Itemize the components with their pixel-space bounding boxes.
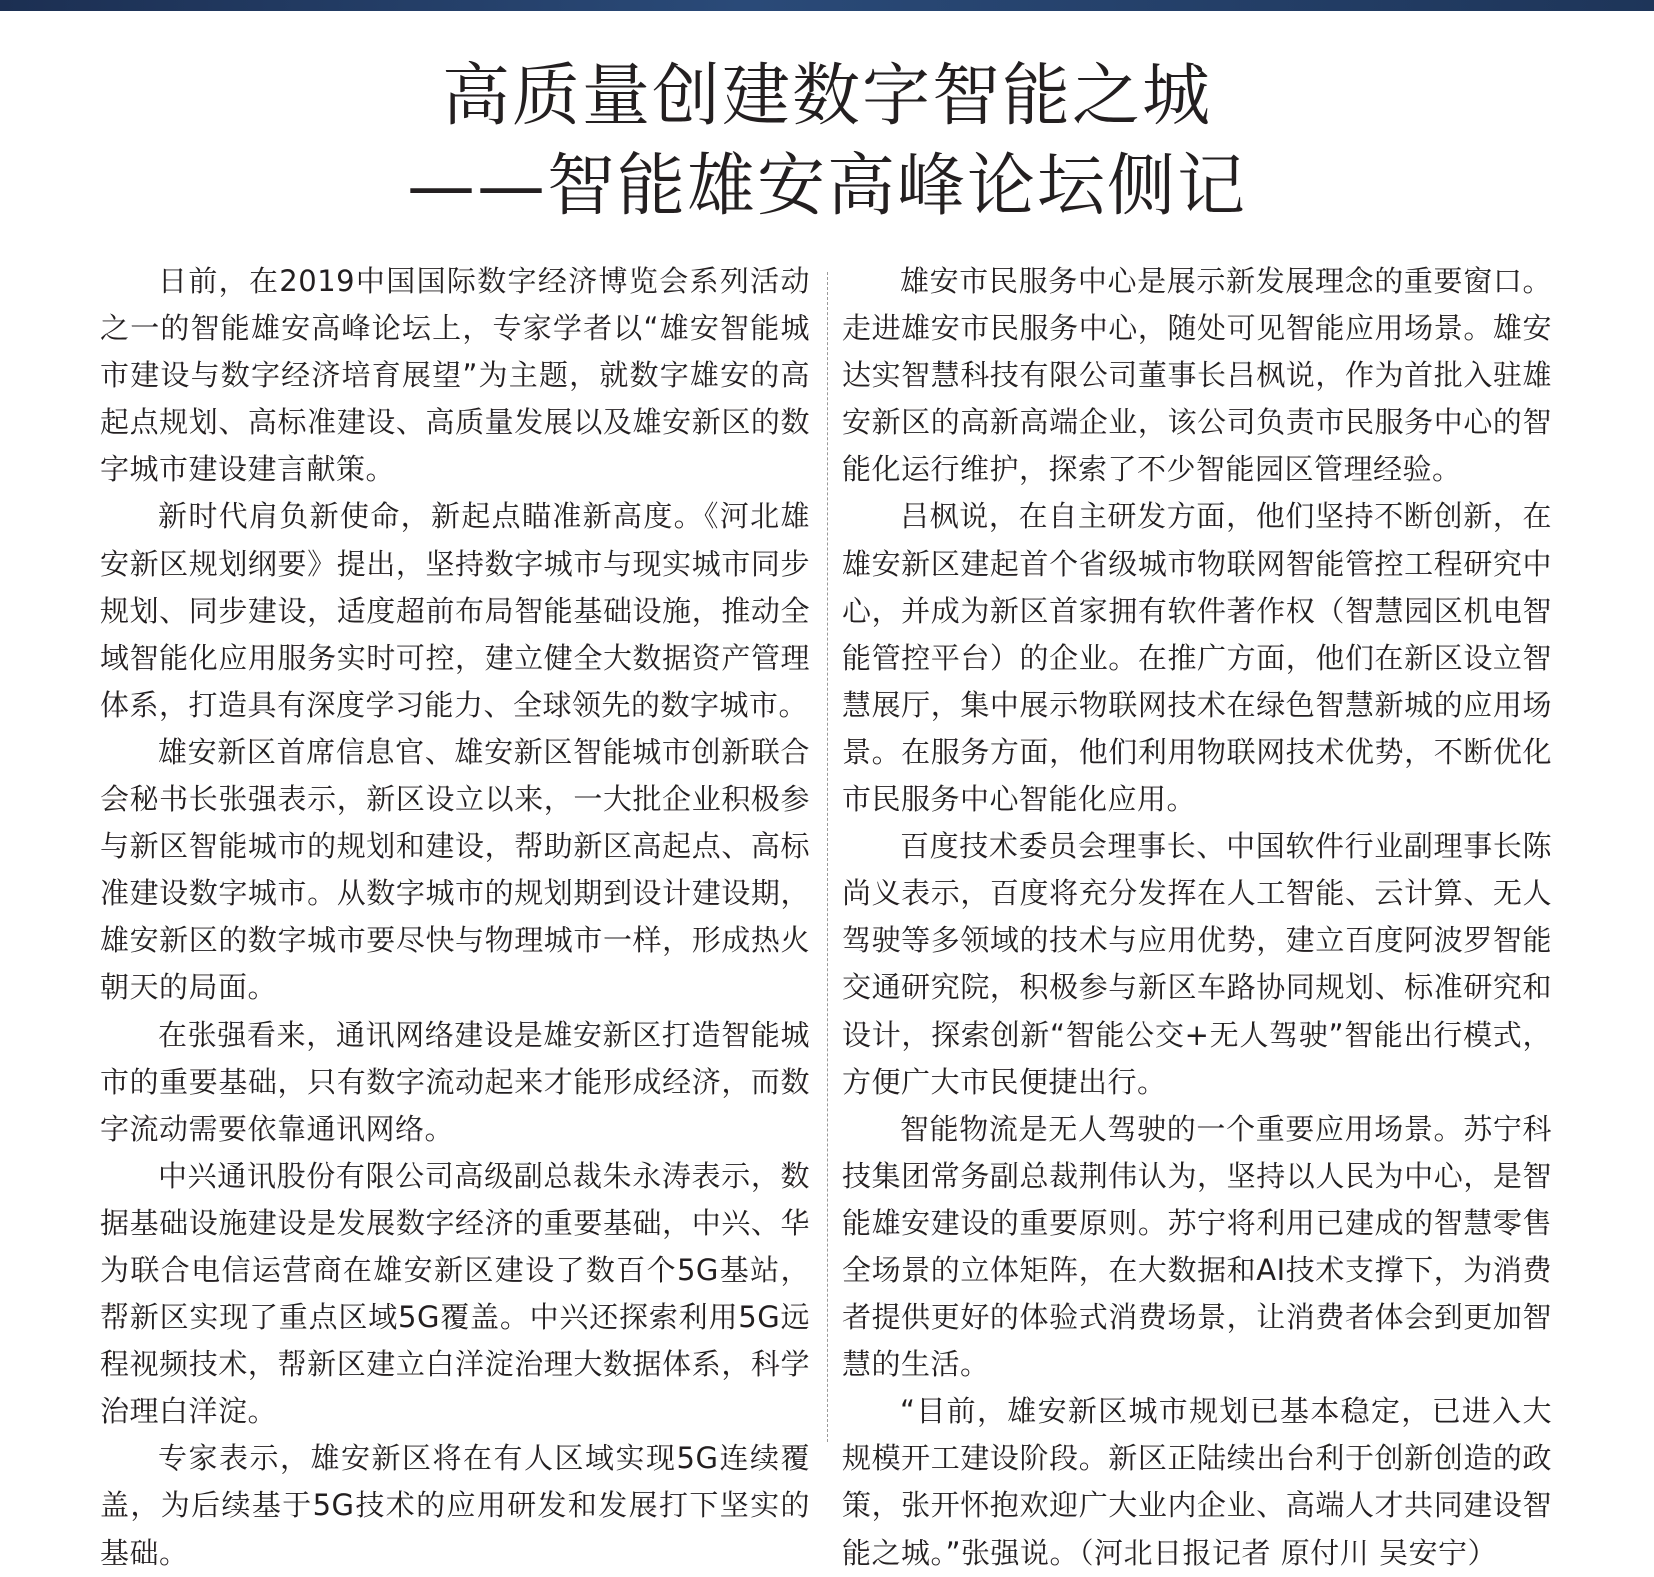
article-headline	[0, 52, 1654, 232]
paragraph: 新时代肩负新使命，新起点瞄准新高度。《河北雄安新区规划纲要》提出，坚持数字城市与现实城市同步规划、同步建设，适度超前布局智能基础设施，推动全域智能化应用服务实时可控，建立健全大数据资产管理体系，打造具有深度学习能力、全球领先的数字城市。	[100, 499, 810, 722]
column-divider	[827, 272, 828, 1442]
paragraph: 雄安新区首席信息官、雄安新区智能城市创新联合会秘书长张强表示，新区设立以来，一大批企业积极参与新区智能城市的规划和建设，帮助新区高起点、高标准建设数字城市。从数字城市的规划期到设计建设期，雄安新区的数字城市要尽快与物理城市一样，形成热火朝天的局面。	[100, 734, 810, 1005]
paragraph: 在张强看来，通讯网络建设是雄安新区打造智能城市的重要基础，只有数字流动起来才能形成经济，而数字流动需要依靠通讯网络。	[100, 1017, 810, 1146]
paragraph: 日前，在2019中国国际数字经济博览会系列活动之一的智能雄安高峰论坛上，专家学者以“雄安智能城市建设与数字经济培育展望”为主题，就数字雄安的高起点规划、高标准建设、高质量发展以及雄安新区的数字城市建设建言献策。	[100, 264, 810, 487]
paragraph: 雄安市民服务中心是展示新发展理念的重要窗口。走进雄安市民服务中心，随处可见智能应用场景。雄安达实智慧科技有限公司董事长吕枫说，作为首批入驻雄安新区的高新高端企业，该公司负责市民服务中心的智能化运行维护，探索了不少智能园区管理经验。	[842, 264, 1552, 487]
paragraph: 中兴通讯股份有限公司高级副总裁朱永涛表示，数据基础设施建设是发展数字经济的重要基础，中兴、华为联合电信运营商在雄安新区建设了数百个5G基站，帮新区实现了重点区域5G覆盖。中兴还探索利用5G远程视频技术，帮新区建立白洋淀治理大数据体系，科学治理白洋淀。	[100, 1158, 810, 1429]
left-column	[100, 258, 810, 1577]
paragraph: 百度技术委员会理事长、中国软件行业副理事长陈尚义表示，百度将充分发挥在人工智能、云计算、无人驾驶等多领域的技术与应用优势，建立百度阿波罗智能交通研究院，积极参与新区车路协同规划、标准研究和设计，探索创新“智能公交+无人驾驶”智能出行模式，方便广大市民便捷出行。	[842, 829, 1552, 1099]
right-column	[842, 258, 1552, 1577]
paragraph: 吕枫说，在自主研发方面，他们坚持不断创新，在雄安新区建起首个省级城市物联网智能管控工程研究中心，并成为新区首家拥有软件著作权（智慧园区机电智能管控平台）的企业。在推广方面，他们在新区设立智慧展厅，集中展示物联网技术在绿色智慧新城的应用场景。在服务方面，他们利用物联网技术优势，不断优化市民服务中心智能化应用。	[842, 499, 1552, 817]
article-title: 高质量创建数字智能之城	[441, 57, 1212, 136]
top-color-band	[0, 0, 1654, 11]
article-subtitle: ——智能雄安高峰论坛侧记	[406, 147, 1247, 226]
paragraph: 专家表示，雄安新区将在有人区域实现5G连续覆盖，为后续基于5G技术的应用研发和发展打下坚实的基础。	[100, 1441, 810, 1570]
paragraph: “目前，雄安新区城市规划已基本稳定，已进入大规模开工建设阶段。新区正陆续出台利于创新创造的政策，张开怀抱欢迎广大业内企业、高端人才共同建设智能之城。”张强说。（河北日报记者 原付川 吴安宁）	[842, 1394, 1552, 1570]
paragraph: 智能物流是无人驾驶的一个重要应用场景。苏宁科技集团常务副总裁荆伟认为，坚持以人民为中心，是智能雄安建设的重要原则。苏宁将利用已建成的智慧零售全场景的立体矩阵，在大数据和AI技术支撑下，为消费者提供更好的体验式消费场景，让消费者体会到更加智慧的生活。	[842, 1111, 1552, 1382]
